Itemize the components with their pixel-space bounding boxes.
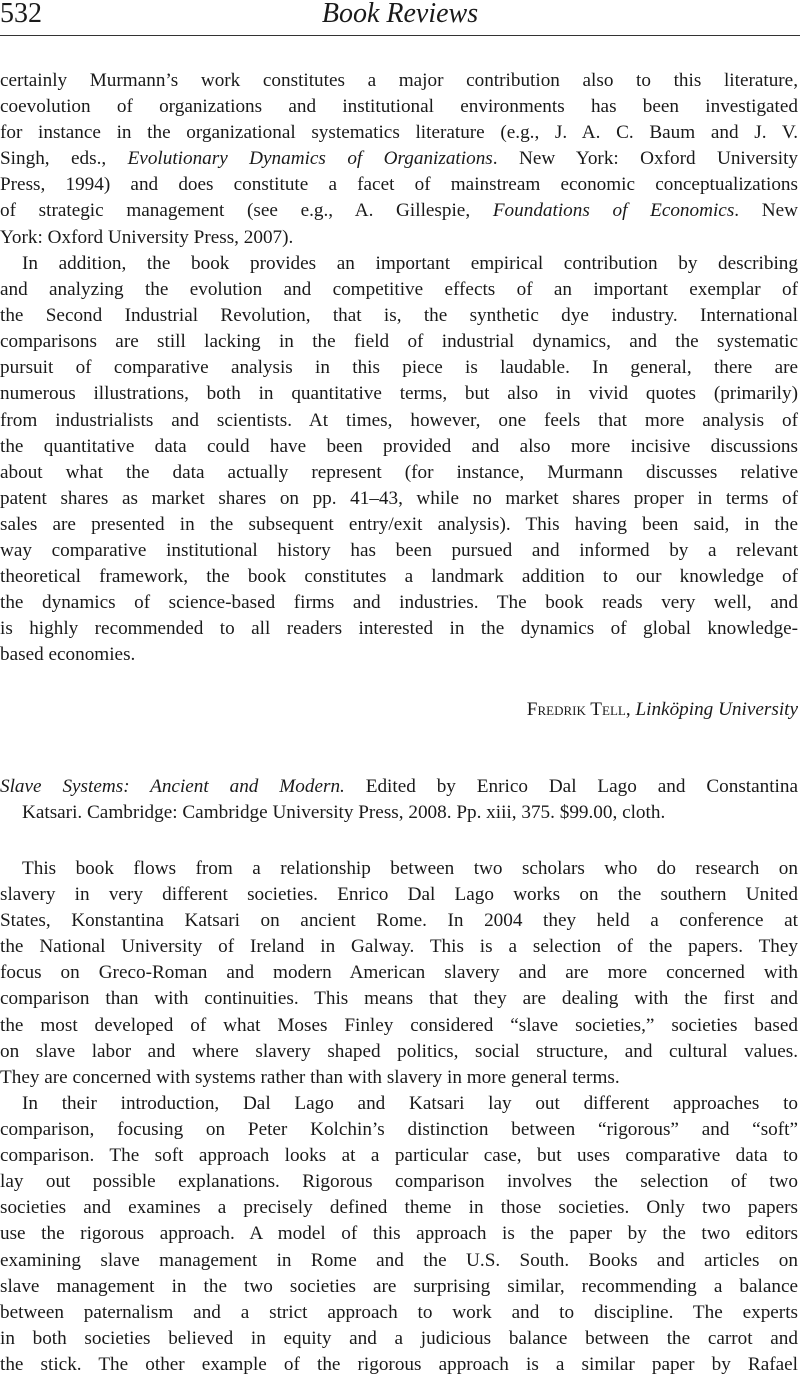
- text-line: patent shares as market shares on pp. 41–43, while no market shares proper in terms of: [0, 487, 798, 509]
- text-line: States, Konstantina Katsari on ancient Rome. In 2004 they held a conference at: [0, 910, 798, 932]
- reviewer-signature: Fredrik Tell, Linköping University: [526, 699, 798, 720]
- text-line: in both societies believed in equity and a judicious balance between the carrot and: [0, 1327, 798, 1349]
- text-line: sales are presented in the subsequent entry/exit analysis). This having been said, in the: [0, 513, 798, 535]
- header-rule: [0, 35, 800, 36]
- text-line: the most developed of what Moses Finley considered “slave societies,” societies based: [0, 1014, 798, 1036]
- text-line: is highly recommended to all readers interested in the dynamics of global knowledge-: [0, 618, 798, 640]
- text-line: the dynamics of science-based firms and industries. The book reads very well, and: [0, 592, 798, 614]
- text-segment: . New: [734, 200, 799, 222]
- text-line: theoretical framework, the book constitutes a landmark addition to our knowledge of: [0, 566, 798, 588]
- text-line: on slave labor and where slavery shaped politics, social structure, and cultural values.: [0, 1040, 798, 1062]
- text-line: way comparative institutional history has been pursued and informed by a relevant: [0, 540, 798, 562]
- text-line: for instance in the organizational systematics literature (e.g., J. A. C. Baum and J. V.: [0, 122, 798, 144]
- text-line: comparison than with continuities. This means that they are dealing with the first and: [0, 988, 798, 1010]
- text-line: numerous illustrations, both in quantitative terms, but also in vivid quotes (primarily): [0, 383, 798, 405]
- text-line: about what the data actually represent (for instance, Murmann discusses relative: [0, 461, 798, 483]
- text-line: the National University of Ireland in Galway. This is a selection of the papers. They: [0, 936, 798, 958]
- text-line: In their introduction, Dal Lago and Katsari lay out different approaches to: [22, 1093, 798, 1114]
- review1-paragraph-2: [0, 251, 798, 669]
- text-line: York: Oxford University Press, 2007).: [0, 226, 294, 248]
- page-number: 532: [0, 0, 42, 29]
- review1-paragraph-1: [0, 68, 798, 251]
- review2-bibliographic-entry: [0, 774, 798, 826]
- text-line: certainly Murmann’s work constitutes a major contribution also to this literature,: [0, 70, 798, 91]
- text-line: pursuit of comparative analysis in this piece is laudable. In general, there are: [0, 357, 798, 379]
- text-line: the Second Industrial Revolution, that is, the synthetic dye industry. International: [0, 305, 798, 327]
- review2-paragraph-2: [0, 1091, 798, 1378]
- text-segment: Singh, eds.,: [0, 148, 128, 170]
- text-line: Katsari. Cambridge: Cambridge University Press, 2008. Pp. xiii, 375. $99.00, cloth.: [22, 802, 666, 824]
- text-line: comparison. The soft approach looks at a particular case, but uses comparative data to: [0, 1145, 798, 1167]
- text-line: coevolution of organizations and institutional environments has been investigated: [0, 96, 798, 118]
- text-line: use the rigorous approach. A model of this approach is the paper by the two editors: [0, 1223, 798, 1245]
- text-line: slavery in very different societies. Enrico Dal Lago works on the southern United: [0, 884, 798, 906]
- running-title: Book Reviews: [321, 0, 479, 29]
- text-line: Press, 1994) and does constitute a facet of mainstream economic conceptualizations: [0, 174, 798, 196]
- reviewer-affiliation: Linköping University: [635, 699, 798, 720]
- text-line: In addition, the book provides an important empirical contribution by describing: [22, 253, 798, 274]
- book-title: Slave Systems: Ancient and Modern.: [0, 776, 345, 797]
- text-line: between paternalism and a strict approach to work and to discipline. The experts: [0, 1301, 798, 1323]
- text-line: and analyzing the evolution and competitive effects of an important exemplar of: [0, 279, 798, 301]
- text-segment: of strategic management (see e.g., A. Gillespie,: [0, 200, 493, 222]
- text-line: from industrialists and scientists. At times, however, one feels that more analysis of: [0, 409, 798, 431]
- text-line: [0, 146, 798, 172]
- text-line: This book flows from a relationship between two scholars who do research on: [22, 858, 798, 879]
- text-line: examining slave management in Rome and the U.S. South. Books and articles on: [0, 1249, 798, 1271]
- text-line: [0, 774, 798, 800]
- text-line: They are concerned with systems rather than with slavery in more general terms.: [0, 1066, 620, 1088]
- text-line: comparison, focusing on Peter Kolchin’s distinction between “rigorous” and “soft”: [0, 1119, 798, 1141]
- text-line: lay out possible explanations. Rigorous comparison involves the selection of two: [0, 1171, 798, 1193]
- text-segment: Edited by Enrico Dal Lago and Constantina: [344, 776, 798, 797]
- text-line: comparisons are still lacking in the field of industrial dynamics, and the systematic: [0, 331, 798, 353]
- text-line: focus on Greco-Roman and modern American slavery and are more concerned with: [0, 962, 798, 984]
- book-title-italic: Foundations of Economics: [492, 200, 735, 222]
- reviewer-name: Fredrik Tell: [526, 699, 626, 720]
- book-title-italic: Evolutionary Dynamics of Organizations: [127, 148, 493, 170]
- text-segment: . New York: Oxford University: [492, 148, 798, 170]
- page-header: [0, 0, 800, 40]
- text-line: [0, 198, 798, 224]
- text-line: based economies.: [0, 644, 136, 666]
- text-line: the stick. The other example of the rigorous approach is a similar paper by Rafael: [0, 1353, 798, 1375]
- text-line: slave management in the two societies are surprising similar, recommending a balance: [0, 1275, 798, 1297]
- text-line: the quantitative data could have been provided and also more incisive discussions: [0, 435, 798, 457]
- text-line: societies and examines a precisely defined theme in those societies. Only two papers: [0, 1197, 798, 1219]
- review2-paragraph-1: [0, 856, 798, 1091]
